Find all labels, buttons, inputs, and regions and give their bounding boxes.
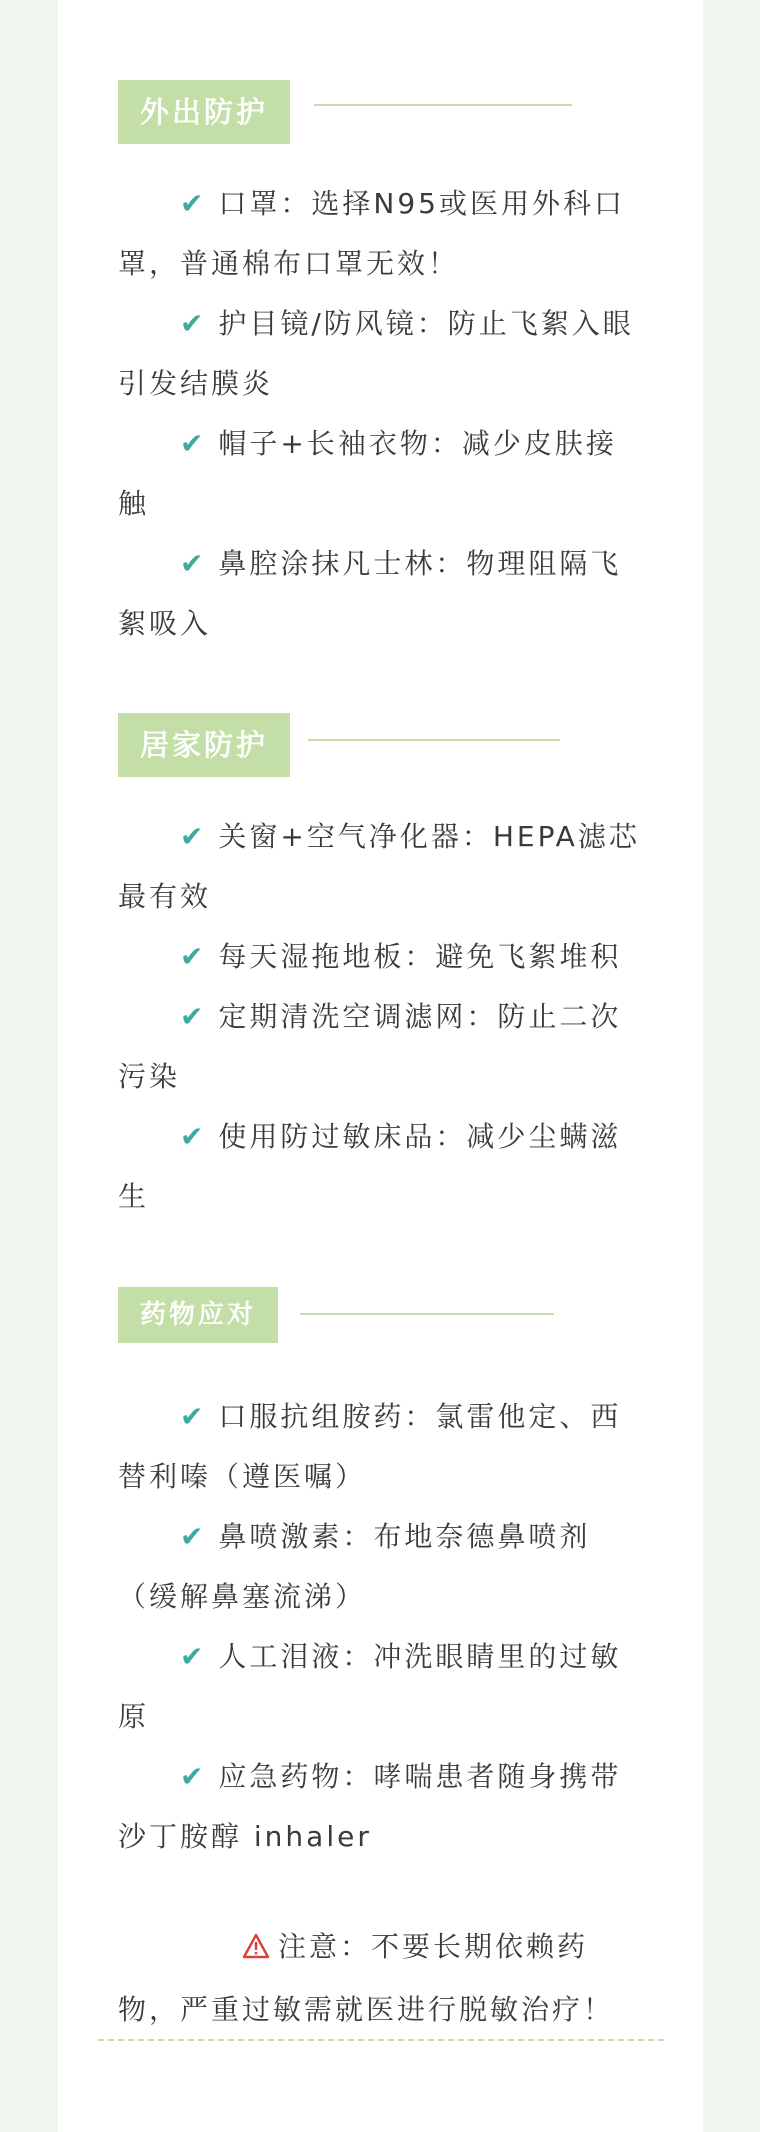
section-medication <box>118 1287 643 2040</box>
item-list <box>118 1387 643 1867</box>
list-item: ✔ 应急药物：哮喘患者随身携带沙丁胺醇 inhaler <box>118 1760 622 1853</box>
check-icon: ✔ <box>180 427 207 460</box>
check-icon: ✔ <box>180 547 207 580</box>
section-title: 药物应对 <box>118 1287 278 1343</box>
item-list <box>118 807 643 1227</box>
header-rule <box>314 104 572 106</box>
section-title: 居家防护 <box>118 713 290 777</box>
list-item: ✔ 人工泪液：冲洗眼睛里的过敏原 <box>118 1640 622 1733</box>
list-item: ✔ 使用防过敏床品：减少尘螨滋生 <box>118 1120 622 1213</box>
check-icon: ✔ <box>180 1640 207 1673</box>
list-item: ✔ 定期清洗空调滤网：防止二次污染 <box>118 1000 622 1093</box>
check-icon: ✔ <box>180 820 207 853</box>
section-header <box>118 80 643 144</box>
header-rule <box>308 739 560 741</box>
section-home <box>118 713 643 1227</box>
warning-icon <box>180 1920 270 1980</box>
list-item: ✔ 鼻腔涂抹凡士林：物理阻隔飞絮吸入 <box>118 547 622 640</box>
check-icon: ✔ <box>180 1520 207 1553</box>
section-header <box>118 713 643 777</box>
list-item: ✔ 鼻喷激素：布地奈德鼻喷剂（缓解鼻塞流涕） <box>118 1520 591 1613</box>
section-outdoor <box>118 80 643 654</box>
list-item: ✔ 每天湿拖地板：避免飞絮堆积 <box>180 940 622 973</box>
list-item: ✔ 口服抗组胺药：氯雷他定、西替利嗪（遵医嘱） <box>118 1400 622 1493</box>
article-card <box>58 0 703 2132</box>
section-title: 外出防护 <box>118 80 290 144</box>
dashed-divider <box>98 2039 664 2041</box>
check-icon: ✔ <box>180 940 207 973</box>
section-header <box>118 1287 643 1351</box>
list-item: ✔ 护目镜/防风镜：防止飞絮入眼引发结膜炎 <box>118 307 634 400</box>
check-icon: ✔ <box>180 1000 207 1033</box>
warning-note: 注意：不要长期依赖药物，严重过敏需就医进行脱敏治疗！ <box>118 1917 643 2040</box>
check-icon: ✔ <box>180 1400 207 1433</box>
header-rule <box>300 1313 554 1315</box>
list-item: ✔ 口罩：选择N95或医用外科口罩，普通棉布口罩无效！ <box>118 187 625 280</box>
check-icon: ✔ <box>180 307 207 340</box>
check-icon: ✔ <box>180 1760 207 1793</box>
check-icon: ✔ <box>180 1120 207 1153</box>
list-item: ✔ 关窗+空气净化器：HEPA滤芯最有效 <box>118 820 640 913</box>
item-list <box>118 174 643 654</box>
check-icon: ✔ <box>180 187 207 220</box>
list-item: ✔ 帽子+长袖衣物：减少皮肤接触 <box>118 427 617 520</box>
